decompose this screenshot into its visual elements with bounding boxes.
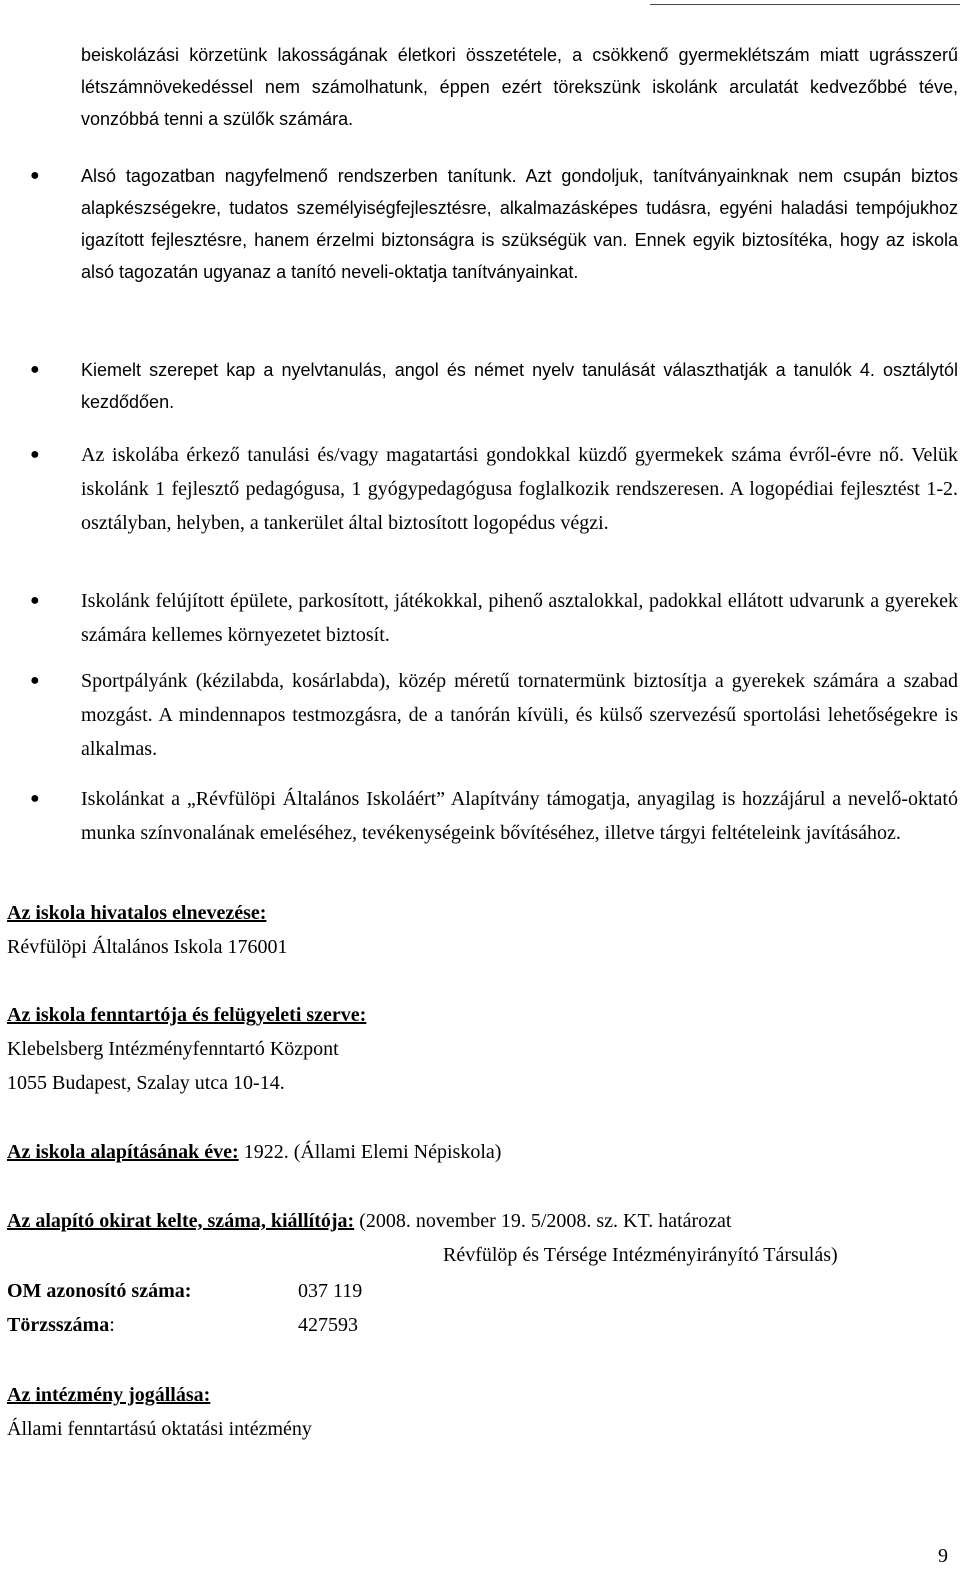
maintainer-label: Az iskola fenntartója és felügyeleti szerve: <box>7 1004 367 1026</box>
maintainer-name: Klebelsberg Intézményfenntartó Központ <box>7 1038 339 1060</box>
founded-label: Az iskola alapításának éve: <box>7 1141 239 1163</box>
bullet-icon: ● <box>30 790 40 807</box>
bullet-icon: ● <box>30 592 40 609</box>
registry-value: 427593 <box>298 1314 358 1336</box>
page-number: 9 <box>938 1545 948 1567</box>
bullet-icon: ● <box>30 446 40 463</box>
registry-label: Törzsszáma <box>7 1314 110 1336</box>
bullet-text: Az iskolába érkező tanulási és/vagy magatartási gondokkal küzdő gyermekek száma évről-évre nő. Velük iskolánk 1 fejlesztő pedagógusa, 1 gyógypedagógusa foglalkozik rendszeresen. A logopédiai fejlesztést 1-2. osztályban, helyben, a tankerület által biztosított logopédus végzi. <box>81 444 958 534</box>
charter-label: Az alapító okirat kelte, száma, kiállítója: <box>7 1210 355 1232</box>
official-name-label: Az iskola hivatalos elnevezése: <box>7 902 267 924</box>
header-rule <box>650 4 960 5</box>
charter-issuer: Révfülöp és Térsége Intézményirányító Társulás) <box>443 1244 838 1266</box>
bullet-item <box>30 160 958 288</box>
bullet-item <box>30 354 958 418</box>
bullet-icon: ● <box>30 361 40 378</box>
registry-row <box>7 1308 358 1342</box>
maintainer-address: 1055 Budapest, Szalay utca 10-14. <box>7 1072 285 1094</box>
bullet-text: Iskolánk felújított épülete, parkosított, játékokkal, pihenő asztalokkal, padokkal ellátott udvarunk a gyerekek számára kellemes környezetet biztosít. <box>81 590 958 646</box>
founded-value: 1922. (Állami Elemi Népiskola) <box>238 1141 502 1163</box>
maintainer-section <box>7 998 366 1100</box>
bullet-text: Alsó tagozatban nagyfelmenő rendszerben tanítunk. Azt gondoljuk, tanítványainknak nem csupán biztos alapkészségekre, tudatos személyiségfejlesztésre, alkalmazásképes tudásra, egyéni haladási tempójukhoz igazított fejlesztésre, hanem érzelmi biztonságra is szükségük van. Ennek egyik biztosítéka, hogy az iskola alsó tagozatán ugyanaz a tanító neveli-oktatja tanítványainkat. <box>81 166 958 282</box>
bullet-item <box>30 782 958 850</box>
om-row <box>7 1274 362 1308</box>
bullet-icon: ● <box>30 672 40 689</box>
om-value: 037 119 <box>298 1280 363 1302</box>
om-label: OM azonosító száma: <box>7 1280 192 1302</box>
legal-status-value: Állami fenntartású oktatási intézmény <box>7 1418 312 1440</box>
bullet-icon: ● <box>30 167 40 184</box>
bullet-item <box>30 584 958 652</box>
bullet-text: Kiemelt szerepet kap a nyelvtanulás, angol és német nyelv tanulását választhatják a tanulók 4. osztálytól kezdődően. <box>81 360 958 412</box>
founded-section <box>7 1135 501 1169</box>
bullet-item <box>30 438 958 540</box>
charter-section <box>7 1204 732 1238</box>
official-name-value: Révfülöpi Általános Iskola 176001 <box>7 936 288 958</box>
intro-paragraph: beiskolázási körzetünk lakosságának életkori összetétele, a csökkenő gyermeklétszám miatt ugrásszerű létszámnövekedéssel nem számolhatunk, éppen ezért törekszünk iskolánk arculatát kedvezőbbé téve, vonzóbbá tenni a szülők számára. <box>81 45 958 129</box>
bullet-item <box>30 664 958 766</box>
bullet-text: Sportpályánk (kézilabda, kosárlabda), közép méretű tornatermünk biztosítja a gyerekek számára a szabad mozgást. A mindennapos testmozgásra, de a tanórán kívüli, és külső szervezésű sportolási lehetőségekre is alkalmas. <box>81 670 958 760</box>
legal-status-section <box>7 1378 312 1446</box>
bullet-text: Iskolánkat a „Révfülöpi Általános Iskoláért” Alapítvány támogatja, anyagilag is hozzájárul a nevelő-oktató munka színvonalának emeléséhez, tevékenységeink bővítéséhez, illetve tárgyi feltételeink javításához. <box>81 788 958 844</box>
official-name-section <box>7 896 288 964</box>
registry-colon: : <box>109 1314 115 1336</box>
legal-status-label: Az intézmény jogállása: <box>7 1384 211 1406</box>
registry-label-wrap <box>7 1308 298 1342</box>
charter-value: (2008. november 19. 5/2008. sz. KT. határozat <box>354 1210 732 1232</box>
